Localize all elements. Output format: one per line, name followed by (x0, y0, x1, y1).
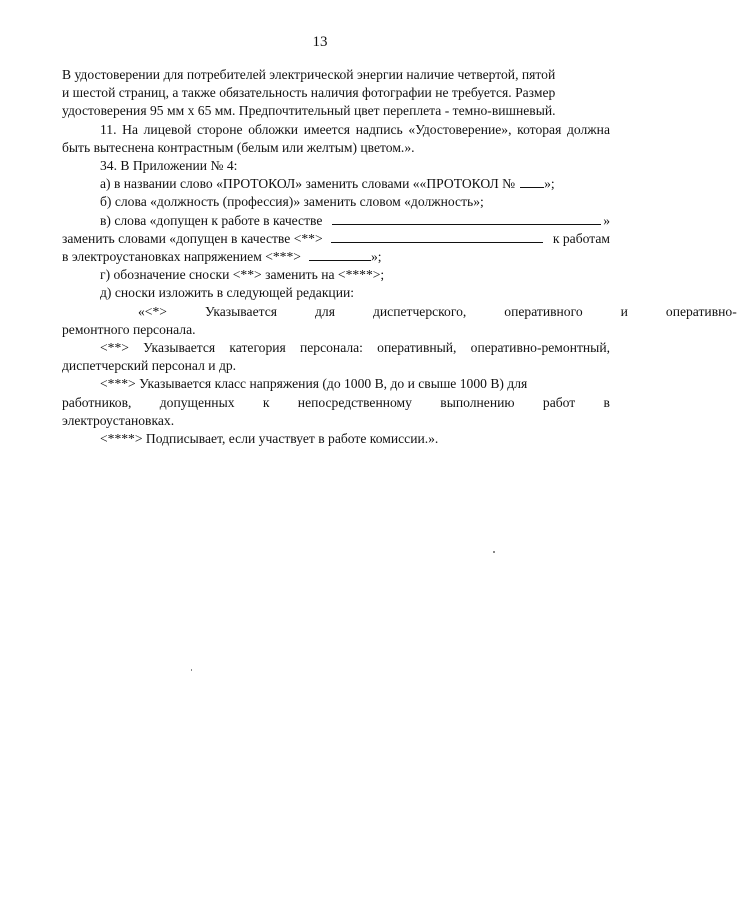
position-replace-blank (331, 230, 543, 243)
fn3-word: работников, (62, 394, 132, 410)
paragraph-item-34: 34. В Приложении № 4: (100, 158, 238, 174)
voltage-text: в электроустановках напряжением <***> (62, 249, 301, 265)
paragraph-sub-d: д) сноски изложить в следующей редакции: (100, 285, 355, 301)
page-number: 13 (312, 34, 328, 50)
protocol-number-blank (520, 175, 544, 188)
position-blank (332, 212, 601, 225)
sub-v-close: » (603, 212, 610, 228)
scan-speck (191, 669, 192, 671)
paragraph-certificate-line-3: удостоверения 95 мм х 65 мм. Предпочтительный цвет переплета - темно-вишневый. (62, 103, 556, 119)
sub-v-text: в) слова «допущен к работе в качестве (100, 212, 323, 228)
voltage-blank (309, 248, 371, 261)
paragraph-replace-line (62, 230, 610, 248)
paragraph-sub-a (62, 175, 610, 193)
paragraph-voltage-line (62, 248, 610, 266)
document-body (62, 66, 737, 448)
footnote-4: <****> Подписывает, если участвует в работе комиссии.». (100, 431, 439, 447)
footnote-2: <**> Указывается категория персонала: оперативный, оперативно-ремонтный, диспетчерский персонал и др. (62, 340, 610, 374)
paragraph-certificate-line-1: В удостоверении для потребителей электрической энергии наличие четвертой, пятой (62, 67, 556, 82)
paragraph-sub-g: г) обозначение сноски <**> заменить на <****>; (100, 267, 385, 283)
fn3-word: допущенных (159, 394, 235, 410)
fn1-word: Указывается (204, 303, 278, 319)
fn1-word: оперативного (504, 303, 583, 319)
paragraph-sub-b: б) слова «должность (профессия)» заменить словом «должность»; (100, 194, 484, 210)
fn3-word: выполнению (440, 394, 515, 410)
replace-text: заменить словами «допущен в качестве <**> (62, 230, 323, 246)
fn3-word: непосредственному (297, 394, 412, 410)
footnote-1-line-1 (62, 303, 737, 321)
fn1-word: диспетчерского, (372, 303, 467, 319)
footnote-3-line-3: электроустановках. (62, 412, 175, 428)
paragraph-certificate-line-2: и шестой страниц, а также обязательность наличия фотографии не требуется. Размер (62, 85, 556, 101)
paragraph-sub-v (62, 212, 610, 230)
fn1-word: для (315, 303, 335, 319)
footnote-1-line-2: ремонтного персонала. (62, 321, 196, 337)
paragraph-item-11: 11. На лицевой стороне обложки имеется надпись «Удостоверение», которая должна быть вытеснена контрастным (белым или желтым) цветом.». (62, 121, 610, 155)
fn1-word: «<*> (138, 303, 167, 319)
fn3-word: к (262, 394, 270, 410)
fn1-word: и (620, 303, 628, 319)
fn3-word: в (603, 394, 610, 410)
fn3-word: работ (542, 394, 576, 410)
sub-a-close: »; (544, 176, 555, 192)
replace-tail: к работам (552, 230, 610, 246)
footnote-3-line-2 (62, 394, 610, 412)
voltage-close: »; (370, 249, 382, 265)
footnote-3-line-1: <***> Указывается класс напряжения (до 1000 В, до и свыше 1000 В) для (100, 376, 528, 392)
scan-speck (493, 551, 495, 553)
fn1-word: оперативно- (665, 303, 737, 319)
sub-a-text: а) в названии слово «ПРОТОКОЛ» заменить словами ««ПРОТОКОЛ № (100, 176, 516, 192)
